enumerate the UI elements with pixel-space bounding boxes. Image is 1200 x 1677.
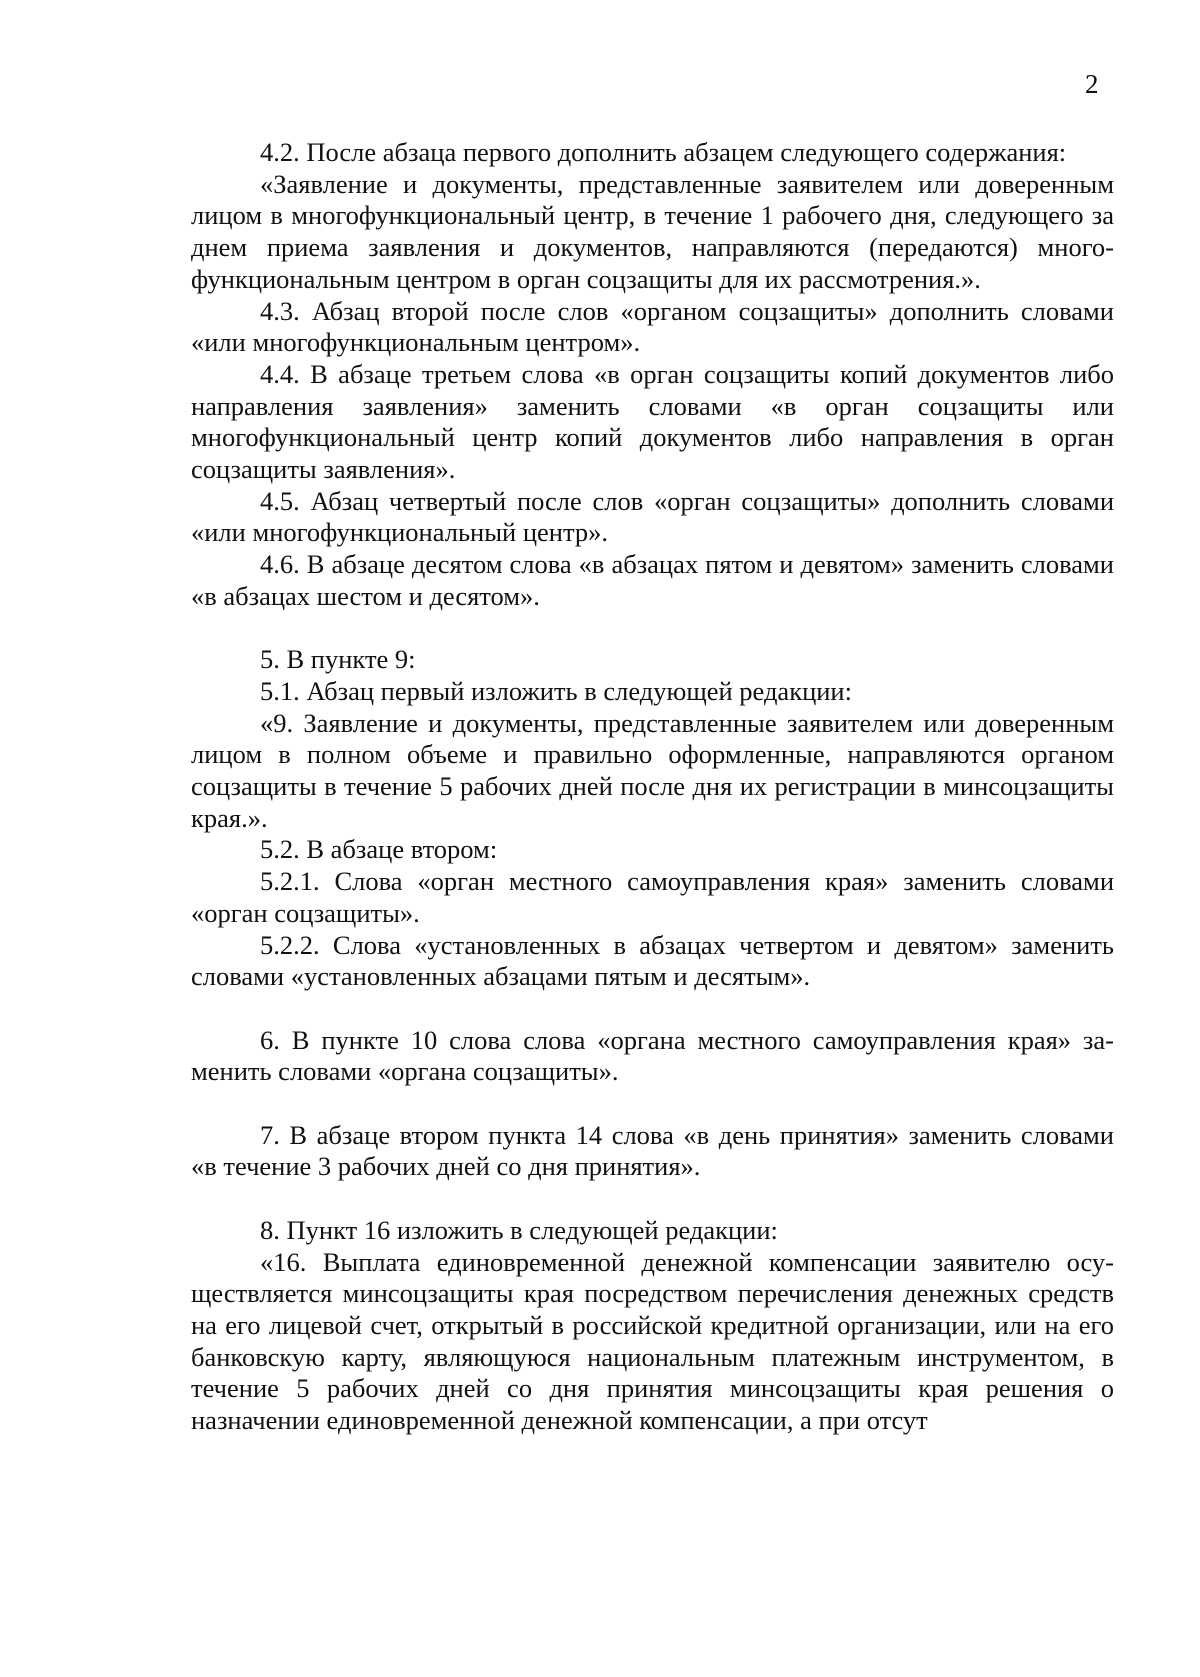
- page-number: 2: [1085, 69, 1099, 99]
- paragraph-8-quote: «16. Выплата единовременной денежной компенсации заявителю осуществляется минсоцзащиты края посредством перечисления денежных средств на его лицевой счет, открытый в российской кредитной организации, или на его банковскую карту, являющуюся национальным платежным инструментом, в течение 5 рабочих дней со дня принятия минсоцзащиты края решения о назначении единовременной денежной компенсации, а при отсут: [191, 1246, 1114, 1436]
- paragraph-4-4: 4.4. В абзаце третьем слова «в орган соцзащиты копий документов либо направления заявления» заменить словами «в орган соцзащиты или многофункциональный центр копий документов либо направления в орган соцзащиты заявления».: [191, 358, 1114, 485]
- paragraph-5-1-quote: «9. Заявление и документы, представленные заявителем или доверенным лицом в полном объеме и правильно оформленные, направляются органом соцзащиты в течение 5 рабочих дней после дня их регистрации в минсоцзащиты края.».: [191, 707, 1114, 833]
- paragraph-4-2-quote: «Заявление и документы, представленные заявителем или доверенным лицом в многофункциональный центр, в течение 1 рабочего дня, следующего за днем приема заявления и документов, направляются (передаются) многофункциональным центром в орган соцзащиты для их рассмотрения.».: [191, 168, 1114, 294]
- paragraph-4-3: 4.3. Абзац второй после слов «органом соцзащиты» дополнить словами «или многофункциональным центром».: [191, 295, 1114, 358]
- document-body: [191, 137, 1114, 1437]
- paragraph-4-5: 4.5. Абзац четвертый после слов «орган соцзащиты» дополнить словами «или многофункциональный центр».: [191, 485, 1114, 548]
- paragraph-5-2-1: 5.2.1. Слова «орган местного самоуправления края» заменить словами «орган соцзащиты».: [191, 866, 1114, 928]
- paragraph-5: 5. В пункте 9:: [260, 644, 416, 675]
- paragraph-5-2: 5.2. В абзаце втором:: [260, 834, 498, 865]
- paragraph-7: 7. В абзаце втором пункта 14 слова «в день принятия» заменить словами «в течение 3 рабочих дней со дня принятия».: [191, 1119, 1114, 1182]
- paragraph-5-2-2: 5.2.2. Слова «установленных в абзацах четвертом и девятом» заменить словами «установленных абзацами пятым и десятым».: [191, 929, 1114, 992]
- paragraph-4-6: 4.6. В абзаце десятом слова «в абзацах пятом и девятом» заменить словами «в абзацах шестом и десятом».: [191, 549, 1114, 611]
- paragraph-8: 8. Пункт 16 изложить в следующей редакции:: [260, 1214, 778, 1245]
- paragraph-6: 6. В пункте 10 слова слова «органа местного самоуправления края» заменить словами «органа соцзащиты».: [191, 1024, 1114, 1087]
- paragraph-5-1: 5.1. Абзац первый изложить в следующей редакции:: [260, 675, 852, 706]
- paragraph-4-2: 4.2. После абзаца первого дополнить абзацем следующего содержания:: [260, 137, 1067, 167]
